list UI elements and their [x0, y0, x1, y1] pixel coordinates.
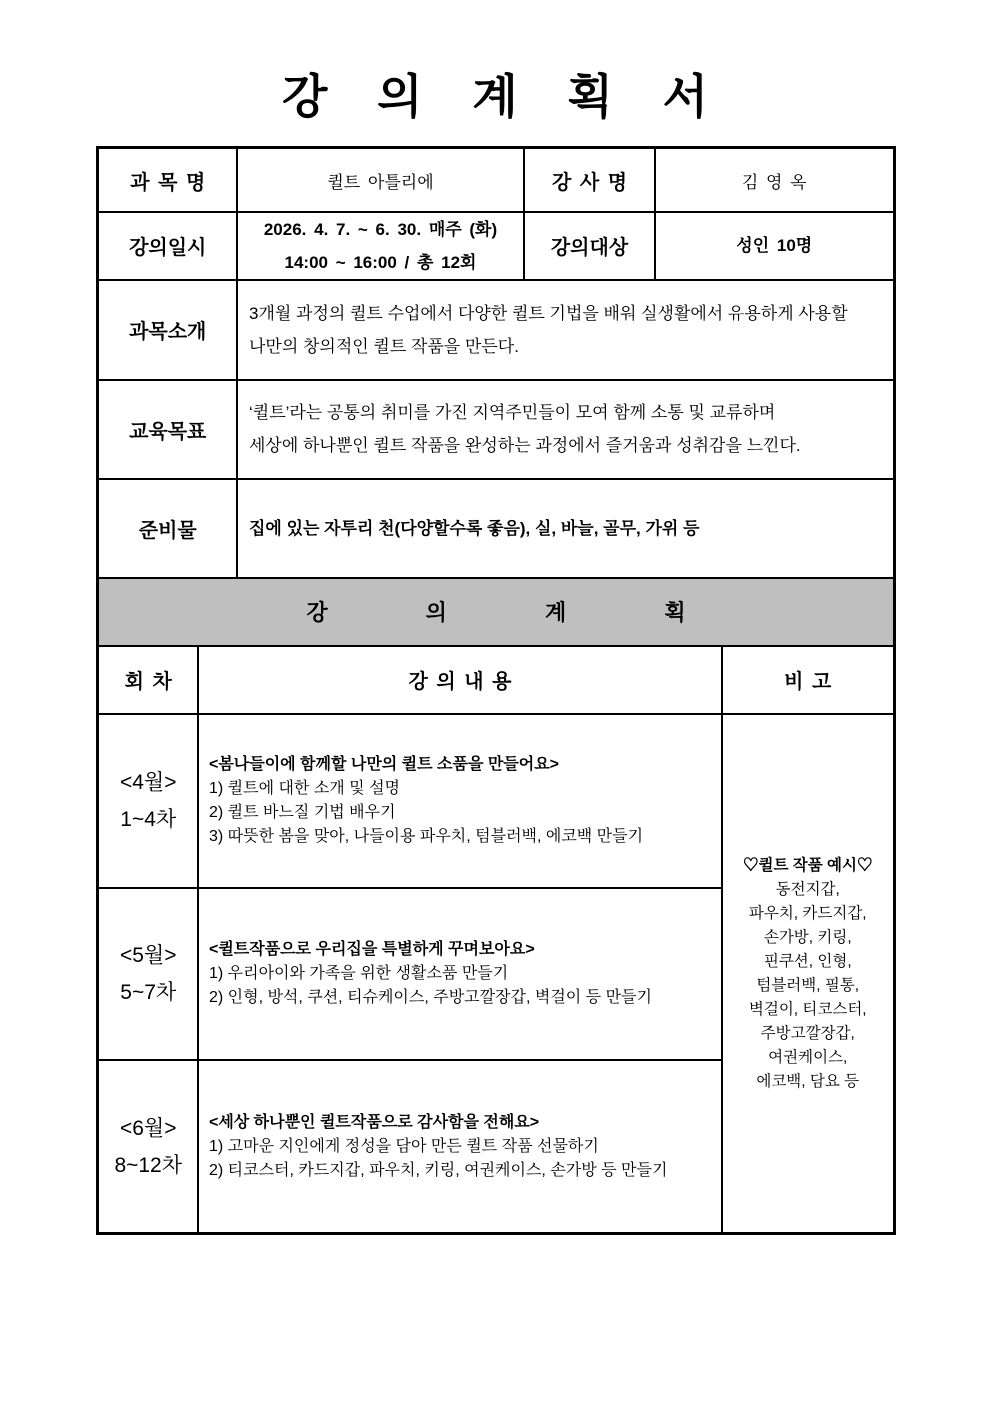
note-line: 동전지갑, — [775, 880, 840, 898]
education-goal-line: 세상에 하나뿐인 퀼트 작품을 완성하는 과정에서 즐거움과 성취감을 느낀다. — [249, 436, 801, 456]
lecture-audience-label: 강의대상 — [524, 212, 655, 280]
lecture-plan-table — [96, 146, 895, 1235]
education-goal-line: ‘퀼트’라는 공통의 취미를 가진 지역주민들이 모여 함께 소통 및 교류하며 — [249, 403, 776, 423]
row-section-header — [98, 578, 894, 646]
column-header-session: 회 차 — [98, 646, 198, 714]
lecture-audience-value: 성인 10명 — [655, 212, 894, 280]
lecture-datetime-value — [237, 212, 524, 280]
content-cell-april — [198, 714, 722, 888]
session-cell-april — [98, 714, 198, 888]
subject-description-line: 3개월 과정의 퀼트 수업에서 다양한 퀼트 기법을 배워 실생활에서 유용하게 사용할 — [249, 303, 848, 323]
subject-description-value — [237, 280, 894, 380]
note-line: 텀블러백, 필통, — [756, 976, 860, 994]
subject-description-label: 과목소개 — [98, 280, 237, 380]
instructor-name-label: 강 사 명 — [524, 148, 655, 212]
note-title: ♡퀼트 작품 예시♡ — [743, 856, 873, 874]
session-cell-may — [98, 888, 198, 1060]
note-cell — [722, 714, 894, 1234]
content-title: <봄나들이에 함께할 나만의 퀼트 소품을 만들어요> — [208, 755, 560, 773]
content-item: 2) 티코스터, 카드지갑, 파우치, 키링, 여권케이스, 손가방 등 만들기 — [208, 1161, 668, 1179]
session-range: 5~7차 — [120, 980, 177, 1004]
content-item: 2) 퀼트 바느질 기법 배우기 — [208, 803, 396, 821]
row-subject-description — [98, 280, 894, 380]
note-line: 에코백, 담요 등 — [756, 1072, 860, 1090]
subject-description-line: 나만의 창의적인 퀼트 작품을 만든다. — [249, 336, 519, 356]
content-cell-june — [198, 1060, 722, 1234]
month-label: <6월> — [119, 1116, 177, 1140]
session-cell-june — [98, 1060, 198, 1234]
content-item: 1) 고마운 지인에게 정성을 담아 만든 퀼트 작품 선물하기 — [208, 1137, 599, 1155]
note-line: 핀쿠션, 인형, — [763, 952, 852, 970]
note-line: 손가방, 키링, — [763, 928, 852, 946]
content-item: 1) 퀼트에 대한 소개 및 설명 — [208, 779, 400, 797]
month-label: <5월> — [119, 943, 177, 967]
content-cell-may — [198, 888, 722, 1060]
note-line: 벽걸이, 티코스터, — [748, 1000, 867, 1018]
row-materials — [98, 479, 894, 578]
content-item: 2) 인형, 방석, 쿠션, 티슈케이스, 주방고깔장갑, 벽걸이 등 만들기 — [208, 988, 652, 1006]
row-schedule-headers — [98, 646, 894, 714]
column-header-content: 강 의 내 용 — [198, 646, 722, 714]
content-title: <퀼트작품으로 우리집을 특별하게 꾸며보아요> — [208, 940, 535, 958]
content-item: 3) 따뜻한 봄을 맞아, 나들이용 파우치, 텀블러백, 에코백 만들기 — [208, 827, 644, 845]
content-title: <세상 하나뿐인 퀼트작품으로 감사함을 전해요> — [208, 1113, 540, 1131]
lecture-datetime-label: 강의일시 — [98, 212, 237, 280]
session-range: 1~4차 — [120, 807, 177, 831]
lecture-datetime-line: 2026. 4. 7. ~ 6. 30. 매주 (화) — [263, 219, 498, 239]
subject-name-value: 퀼트 아틀리에 — [237, 148, 524, 212]
row-education-goal — [98, 380, 894, 479]
row-subject-instructor — [98, 148, 894, 212]
page-title: 강 의 계 획 서 — [281, 72, 710, 124]
row-schedule-audience — [98, 212, 894, 280]
education-goal-value — [237, 380, 894, 479]
note-line: 여권케이스, — [768, 1048, 848, 1066]
lecture-datetime-line: 14:00 ~ 16:00 / 총 12회 — [284, 252, 477, 272]
materials-value — [237, 479, 894, 578]
month-label: <4월> — [119, 770, 177, 794]
instructor-name-value: 김 영 옥 — [655, 148, 894, 212]
content-item: 1) 우리아이와 가족을 위한 생활소품 만들기 — [208, 964, 509, 982]
note-line: 파우치, 카드지갑, — [748, 904, 867, 922]
materials-label: 준비물 — [98, 479, 237, 578]
section-header: 강 의 계 획 — [98, 578, 894, 646]
materials-line: 집에 있는 자투리 천(다양할수록 좋음), 실, 바늘, 골무, 가위 등 — [249, 518, 700, 538]
education-goal-label: 교육목표 — [98, 380, 237, 479]
column-header-note: 비 고 — [722, 646, 894, 714]
schedule-row-april — [98, 714, 894, 888]
subject-name-label: 과 목 명 — [98, 148, 237, 212]
session-range: 8~12차 — [114, 1153, 183, 1177]
note-line: 주방고깔장갑, — [760, 1024, 855, 1042]
